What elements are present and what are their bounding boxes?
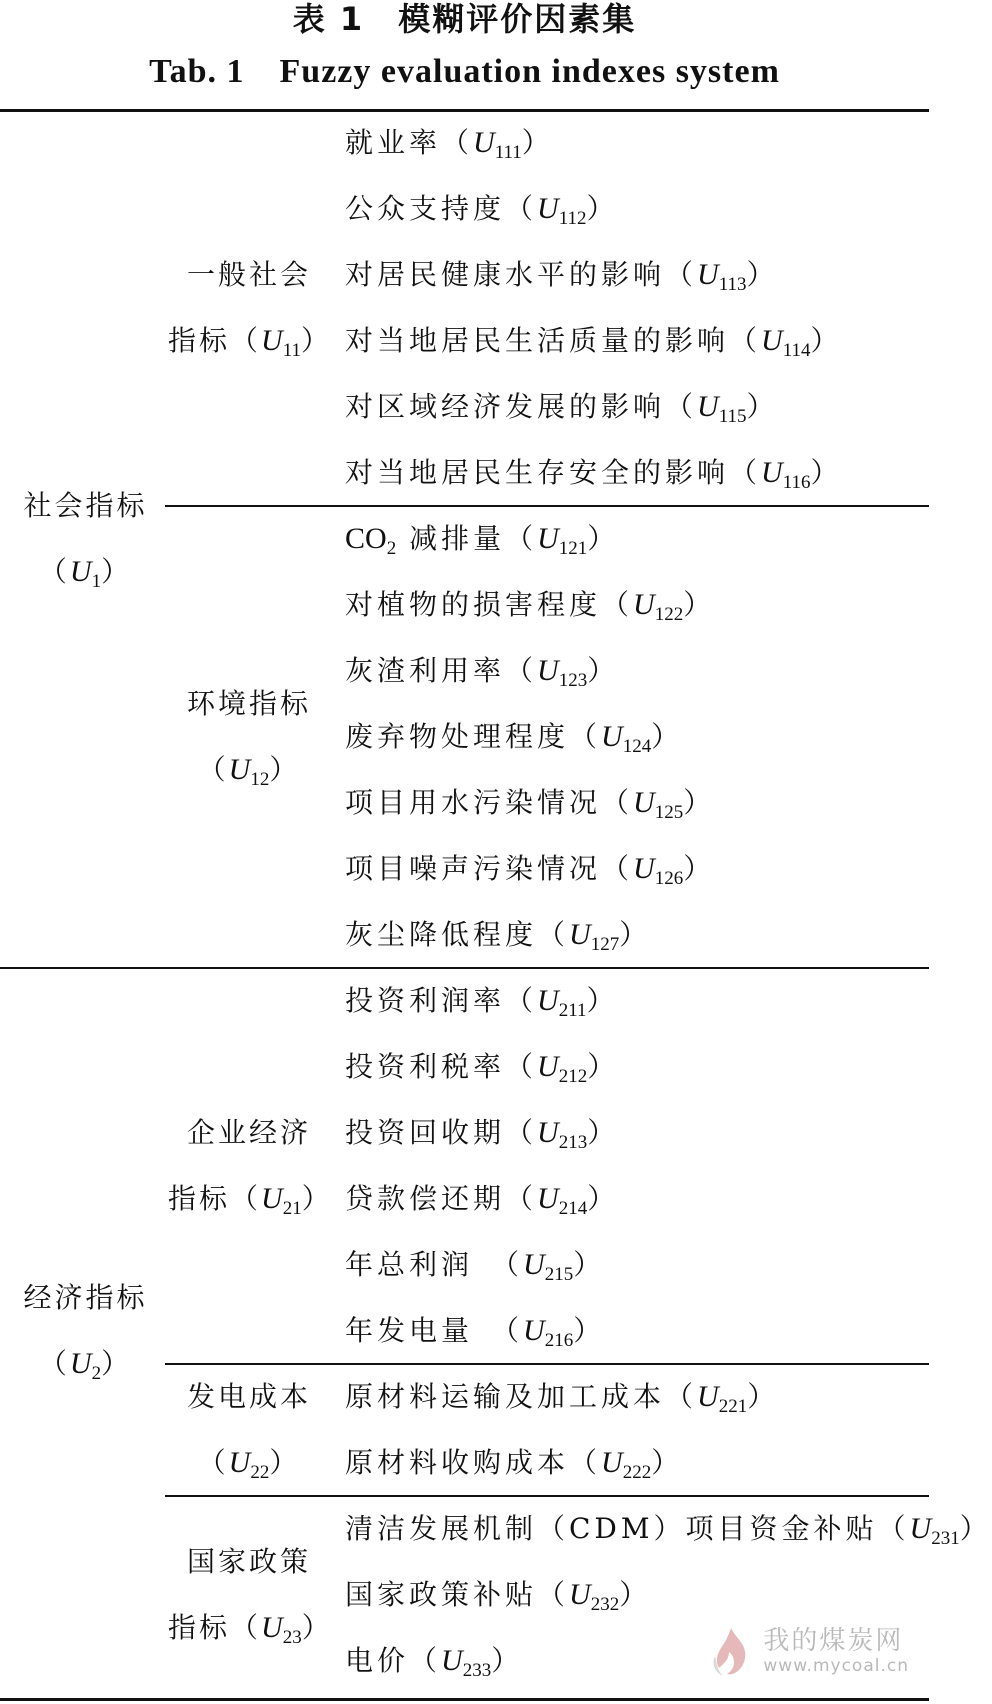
item-close-paren: ） [619,1578,652,1611]
subgroup-close-paren: ） [300,324,332,357]
item-subscript: 121 [558,538,588,559]
item-close-paren: ） [491,1644,524,1677]
subgroup-prefix: 指标（ [168,324,262,357]
item-subscript: 127 [590,934,620,955]
table-row [345,506,619,572]
item-subscript: 123 [558,670,588,691]
table-row [345,572,715,638]
item-label: 公众支持度（ [345,192,538,225]
subgroup-symbol: $U_{22}$ [228,1446,270,1483]
item-close-paren: ） [587,654,620,687]
subgroup-symbol: $U_{21}$ [261,1182,302,1219]
item-close-paren: ） [587,1116,620,1149]
item-subscript: 116 [782,472,811,493]
item-close-paren: ） [810,456,843,489]
item-label: 年发电量 （ [345,1314,524,1347]
item-close-paren: ） [746,390,779,423]
item-symbol: $U_{221}$ [697,1380,748,1417]
table-row [345,1628,523,1694]
table-row [345,1100,619,1166]
table-row [345,440,843,506]
item-symbol: $U_{211}$ [537,984,587,1021]
item-subscript: 111 [494,142,522,163]
item-symbol: $U_{231}$ [909,1512,960,1549]
item-label: 原材料运输及加工成本（ [345,1380,698,1413]
item-symbol: $U_{125}$ [633,786,684,823]
item-label: 对当地居民生活质量的影响（ [345,324,762,357]
subgroup-prefix: （ [197,1446,229,1479]
item-close-paren: ） [746,258,779,291]
watermark-name: 我的煤炭网 [763,1626,904,1656]
item-symbol: $U_{123}$ [537,654,588,691]
item-close-paren: ） [747,1380,780,1413]
subgroup-symbol: $U_{12}$ [228,753,270,790]
item-close-paren: ） [683,786,716,819]
table-row [345,308,843,374]
subgroup-subscript: 12 [250,769,270,790]
item-symbol: $U_{121}$ [537,522,588,559]
item-close-paren: ） [683,852,716,885]
item-symbol: $U_{116}$ [761,456,811,493]
item-symbol: $U_{232}$ [569,1578,620,1615]
item-close-paren: ） [619,918,652,951]
table-row [345,704,683,770]
item-subscript: 233 [462,1660,492,1681]
subgroup-symbol: $U_{23}$ [261,1611,302,1648]
subgroup-close-paren: ） [269,1446,301,1479]
subgroup-prefix: 指标（ [168,1182,262,1215]
item-label: 对当地居民生存安全的影响（ [345,456,762,489]
item-subscript: 124 [622,736,652,757]
table-row [345,1166,619,1232]
item-subscript: 126 [654,868,684,889]
item-close-paren: ） [587,1182,620,1215]
group-label: 经济指标 [23,1281,148,1314]
item-label: 国家政策补贴（ [345,1578,570,1611]
item-subscript: 114 [782,340,811,361]
item-label: 原材料收购成本（ [345,1446,602,1479]
table-row [345,638,619,704]
item-symbol: $U_{126}$ [633,852,684,889]
flame-logo-icon [707,1626,755,1678]
item-subscript: 125 [654,802,684,823]
item-symbol: $U_{115}$ [697,390,747,427]
item-close-paren: ） [651,720,684,753]
group-subscript: 1 [91,571,102,592]
group-symbol: $U_1$ [69,555,102,592]
item-symbol: $U_{127}$ [569,918,620,955]
item-symbol: $U_{124}$ [601,720,652,757]
table-row [345,836,715,902]
subgroup-symbol-label [168,1595,333,1661]
item-label: 就业率（ [345,126,474,159]
watermark-url: www.mycoal.cn [763,1656,909,1676]
table-row [345,968,619,1034]
item-label: 投资回收期（ [345,1116,538,1149]
item-subscript: 211 [558,1000,587,1021]
group-close-paren: ） [101,555,133,588]
item-subscript: 231 [931,1528,960,1549]
subgroup-label: 环境指标 [186,687,311,720]
table-row [345,1496,992,1562]
item-symbol: $U_{233}$ [441,1644,492,1681]
item-close-paren: ） [586,192,619,225]
item-subscript: 113 [718,274,747,295]
subgroup-subscript: 21 [282,1198,302,1219]
subgroup-prefix: 指标（ [168,1611,262,1644]
item-subscript: 216 [544,1330,574,1351]
group-subscript: 2 [91,1363,102,1384]
subgroup-label: 国家政策 [186,1545,311,1578]
subgroup-label: 企业经济 [186,1116,311,1149]
subgroup-symbol: $U_{11}$ [261,324,301,361]
watermark [763,1626,909,1676]
subgroup-symbol-label [168,1430,330,1496]
item-label: 灰渣利用率（ [345,654,538,687]
group-open-paren: （ [38,555,70,588]
item-label: 对区域经济发展的影响（ [345,390,698,423]
table-row [345,1430,683,1496]
item-label: 灰尘降低程度（ [345,918,570,951]
table-title-english: Tab. 1 Fuzzy evaluation indexes system [149,53,780,90]
item-label: 投资利税率（ [345,1050,538,1083]
item-symbol: $U_{122}$ [633,588,684,625]
item-close-paren: ） [959,1512,992,1545]
item-symbol: $U_{222}$ [601,1446,652,1483]
subgroup-symbol-label [168,737,330,803]
item-label: 对植物的损害程度（ [345,588,634,621]
item-close-paren: ） [587,522,620,555]
item-label: 项目噪声污染情况（ [345,852,634,885]
item-label: 投资利润率（ [345,984,538,1017]
item-close-paren: ） [810,324,843,357]
subgroup-close-paren: ） [269,753,301,786]
item-label: 废弃物处理程度（ [345,720,602,753]
item-symbol: $U_{113}$ [697,258,747,295]
item-subscript: 115 [718,406,747,427]
subgroup-close-paren: ） [301,1182,333,1215]
item-close-paren: ） [586,984,619,1017]
item-label: 年总利润 （ [345,1248,524,1281]
subgroup-subscript: 11 [282,340,301,361]
table-row [345,110,554,176]
subgroup-symbol-label [168,308,330,374]
item-subscript: 212 [558,1066,588,1087]
item-formula: $CO_2$ [345,522,397,559]
item-label: 减排量（ [396,522,538,555]
item-subscript: 112 [558,208,587,229]
table-row [345,176,619,242]
item-subscript: 122 [654,604,684,625]
table-bottom-rule [0,1698,929,1701]
group-close-paren: ） [101,1347,133,1380]
subgroup-close-paren: ） [301,1611,333,1644]
item-formula-subscript: 2 [386,538,397,559]
subgroup-label: 发电成本 [186,1380,311,1413]
table-row [345,374,779,440]
table-row [345,1034,619,1100]
item-subscript: 213 [558,1132,588,1153]
table-row [345,1232,605,1298]
item-label: 对居民健康水平的影响（ [345,258,698,291]
group-symbol: $U_2$ [69,1347,102,1384]
item-subscript: 221 [718,1396,748,1417]
table-title-chinese: 表 1 模糊评价因素集 [292,0,637,38]
item-label: 项目用水污染情况（ [345,786,634,819]
item-label: 电价（ [345,1644,442,1677]
item-close-paren: ） [651,1446,684,1479]
table-row [345,770,715,836]
item-subscript: 232 [590,1594,620,1615]
item-symbol: $U_{215}$ [523,1248,574,1285]
subgroup-prefix: （ [197,753,229,786]
item-symbol: $U_{213}$ [537,1116,588,1153]
table-row [345,902,651,968]
item-symbol: $U_{112}$ [537,192,587,229]
group-symbol-label [18,1331,153,1397]
group-symbol-label [18,539,153,605]
subgroup-label: 一般社会 [186,258,311,291]
item-symbol: $U_{114}$ [761,324,811,361]
table-row [345,1298,605,1364]
item-close-paren: ） [587,1050,620,1083]
item-subscript: 214 [558,1198,588,1219]
item-subscript: 222 [622,1462,652,1483]
item-symbol: $U_{216}$ [523,1314,574,1351]
table-row [345,242,779,308]
item-close-paren: ） [573,1314,606,1347]
table-row [345,1562,651,1628]
item-label: 清洁发展机制（CDM）项目资金补贴（ [345,1512,910,1545]
item-close-paren: ） [683,588,716,621]
item-subscript: 215 [544,1264,574,1285]
item-close-paren: ） [573,1248,606,1281]
table-row [345,1364,779,1430]
item-symbol: $U_{214}$ [537,1182,588,1219]
subgroup-subscript: 23 [282,1627,302,1648]
item-label: 贷款偿还期（ [345,1182,538,1215]
group-label: 社会指标 [23,489,148,522]
subgroup-subscript: 22 [250,1462,270,1483]
subgroup-symbol-label [168,1166,333,1232]
item-close-paren: ） [521,126,554,159]
item-symbol: $U_{212}$ [537,1050,588,1087]
group-open-paren: （ [38,1347,70,1380]
item-symbol: $U_{111}$ [473,126,522,163]
